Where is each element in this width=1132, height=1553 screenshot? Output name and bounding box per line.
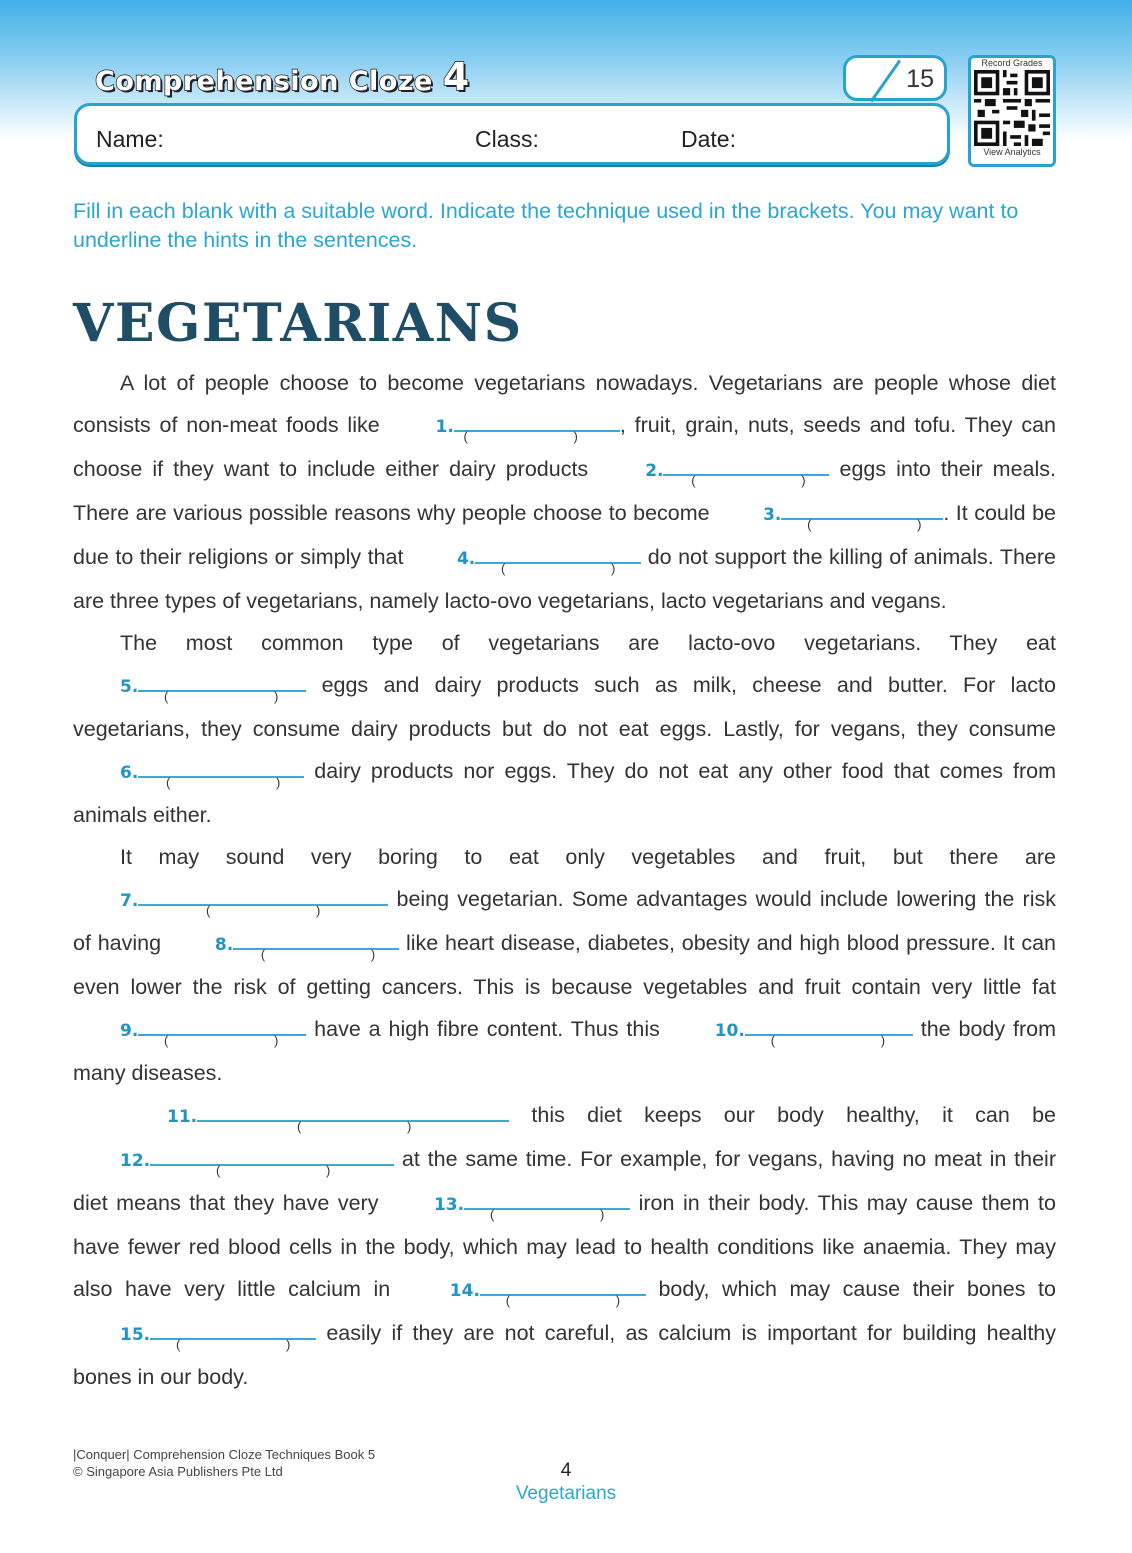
story-title: VEGETARIANS <box>73 293 523 354</box>
passage <box>73 362 1056 1398</box>
blank-number: 7. <box>120 891 139 911</box>
blank-4[interactable] <box>410 536 641 580</box>
score-total: 15 <box>906 65 934 93</box>
technique-bracket-open: ( <box>206 903 211 918</box>
qr-code-icon <box>974 70 1050 146</box>
technique-bracket-close: ) <box>615 1293 621 1308</box>
paragraph-2 <box>73 622 1056 836</box>
technique-bracket-open: ( <box>807 517 812 532</box>
page-footer-title: Vegetarians <box>515 1483 617 1504</box>
score-divider <box>870 60 901 103</box>
answer-line[interactable] <box>454 408 620 432</box>
passage-text: eggs into their meals. There are various possible reasons why people choose to become <box>73 457 1056 525</box>
passage-text: do not support the killing of animals. There are three types of vegetarians, namely lacto-ovo vegetarians, lacto vegetarians and vegans. <box>73 545 1056 613</box>
paragraph-1 <box>73 362 1056 622</box>
date-label: Date: <box>681 126 736 152</box>
technique-bracket-close: ) <box>407 1119 412 1134</box>
passage-text: A lot of people choose to become vegetarians nowadays. Vegetarians are people whose diet consists of non-meat foods like <box>73 371 1056 437</box>
answer-line[interactable] <box>480 1272 646 1296</box>
passage-text: , fruit, grain, nuts, seeds and tofu. They can choose if they want to include either dairy products <box>73 413 1056 481</box>
passage-text: being vegetarian. Some advantages would include lowering the risk of having <box>73 887 1056 955</box>
technique-bracket-open: ( <box>166 775 171 790</box>
passage-text: It may sound very boring to eat only vegetables and fruit, but there are <box>120 845 1056 869</box>
technique-bracket-open: ( <box>297 1119 302 1134</box>
blank-11[interactable] <box>120 1094 509 1138</box>
technique-bracket-open: ( <box>164 689 169 704</box>
worksheet-number: 4 <box>442 55 470 99</box>
blank-13[interactable] <box>387 1182 630 1226</box>
passage-text: dairy products nor eggs. They do not eat any other food that comes from animals either. <box>73 759 1056 827</box>
technique-bracket-close: ) <box>326 1163 331 1178</box>
technique-bracket-open: ( <box>691 473 696 488</box>
technique-bracket-close: ) <box>274 1033 279 1048</box>
answer-line[interactable] <box>150 1142 394 1166</box>
blank-number: 3. <box>763 505 782 525</box>
technique-bracket-open: ( <box>164 1033 169 1048</box>
blank-12[interactable] <box>73 1138 394 1182</box>
technique-bracket-close: ) <box>880 1033 886 1048</box>
blank-1[interactable] <box>389 404 620 448</box>
passage-text: . It could be due to their religions or simply that <box>73 501 1056 569</box>
blank-9[interactable] <box>73 1008 306 1052</box>
blank-3[interactable] <box>716 492 943 536</box>
class-label: Class: <box>475 126 539 152</box>
worksheet-title-text: Comprehension Cloze <box>95 66 433 97</box>
technique-bracket-open: ( <box>505 1293 511 1308</box>
technique-bracket-close: ) <box>801 473 806 488</box>
copyright-notice: © Singapore Asia Publishers Pte Ltd <box>73 1464 283 1479</box>
technique-bracket-open: ( <box>463 429 468 444</box>
blank-number: 14. <box>449 1281 480 1301</box>
passage-text: The most common type of vegetarians are lacto-ovo vegetarians. They eat <box>120 631 1056 655</box>
technique-bracket-close: ) <box>274 689 279 704</box>
blank-6[interactable] <box>73 750 304 794</box>
technique-bracket-open: ( <box>176 1337 181 1352</box>
passage-text: iron in their body. This may cause them to have fewer red blood cells in the body, which may lead to health conditions like anaemia. They may also have very little calcium in <box>73 1191 1056 1301</box>
blank-2[interactable] <box>598 448 829 492</box>
blank-15[interactable] <box>73 1312 316 1356</box>
student-info-box <box>74 103 950 165</box>
answer-line[interactable] <box>197 1098 509 1122</box>
technique-bracket-open: ( <box>489 1207 495 1222</box>
technique-bracket-open: ( <box>500 561 506 576</box>
score-box[interactable] <box>843 55 947 101</box>
book-credit: |Conquer| Comprehension Cloze Techniques Book 5 <box>73 1447 376 1462</box>
passage-text: easily if they are not careful, as calcium is important for building healthy bones in our body. <box>73 1321 1056 1389</box>
paragraph-4 <box>73 1094 1056 1398</box>
blank-number: 5. <box>120 677 139 697</box>
blank-number: 4. <box>456 549 476 569</box>
blank-number: 15. <box>120 1325 151 1345</box>
blank-number: 13. <box>433 1195 465 1215</box>
passage-text: the body from many diseases. <box>73 1017 1056 1085</box>
blank-number: 10. <box>714 1021 745 1041</box>
technique-bracket-close: ) <box>599 1207 605 1222</box>
technique-bracket-open: ( <box>770 1033 776 1048</box>
blank-5[interactable] <box>73 664 306 708</box>
blank-number: 2. <box>645 461 664 481</box>
technique-bracket-close: ) <box>917 517 922 532</box>
passage-text: like heart disease, diabetes, obesity and high blood pressure. It can even lower the risk of getting cancers. This is because vegetables and fruit contain very little fat <box>73 931 1056 999</box>
blank-number: 12. <box>120 1151 151 1171</box>
blank-number: 11. <box>167 1107 198 1127</box>
worksheet-title <box>95 55 470 99</box>
technique-bracket-open: ( <box>216 1163 221 1178</box>
name-label: Name: <box>96 126 164 152</box>
blank-number: 8. <box>214 935 234 955</box>
qr-code-panel[interactable] <box>968 55 1056 167</box>
passage-text: have a high fibre content. Thus this <box>306 1017 668 1041</box>
passage-text: this diet keeps our body healthy, it can be <box>509 1103 1056 1127</box>
page-number: 4 <box>560 1460 572 1481</box>
paragraph-3 <box>73 836 1056 1094</box>
blank-8[interactable] <box>168 922 399 966</box>
answer-line[interactable] <box>138 882 388 906</box>
technique-bracket-close: ) <box>573 429 578 444</box>
blank-7[interactable] <box>73 878 388 922</box>
blank-number: 6. <box>120 763 139 783</box>
qr-top-caption: Record Grades <box>981 58 1043 68</box>
blank-number: 9. <box>120 1021 139 1041</box>
technique-bracket-close: ) <box>370 947 376 962</box>
technique-bracket-close: ) <box>286 1337 291 1352</box>
footer <box>73 1446 375 1480</box>
blank-number: 1. <box>435 417 454 437</box>
answer-line[interactable] <box>464 1186 630 1210</box>
qr-bottom-caption: View Analytics <box>983 147 1041 157</box>
technique-bracket-open: ( <box>260 947 266 962</box>
passage-text: body, which may cause their bones to <box>645 1277 1056 1301</box>
technique-bracket-close: ) <box>610 561 616 576</box>
passage-text: at the same time. For example, for vegans, having no meat in their diet means that they have very <box>73 1147 1056 1215</box>
instructions: Fill in each blank with a suitable word. Indicate the technique used in the brackets. You may want to underline the hints in the sentences. <box>73 199 1019 252</box>
technique-bracket-close: ) <box>276 775 281 790</box>
blank-14[interactable] <box>403 1268 646 1312</box>
blank-10[interactable] <box>668 1008 913 1052</box>
technique-bracket-close: ) <box>316 903 321 918</box>
passage-text: eggs and dairy products such as milk, cheese and butter. For lacto vegetarians, they consume dairy products but do not eat eggs. Lastly, for vegans, they consume <box>73 673 1056 741</box>
